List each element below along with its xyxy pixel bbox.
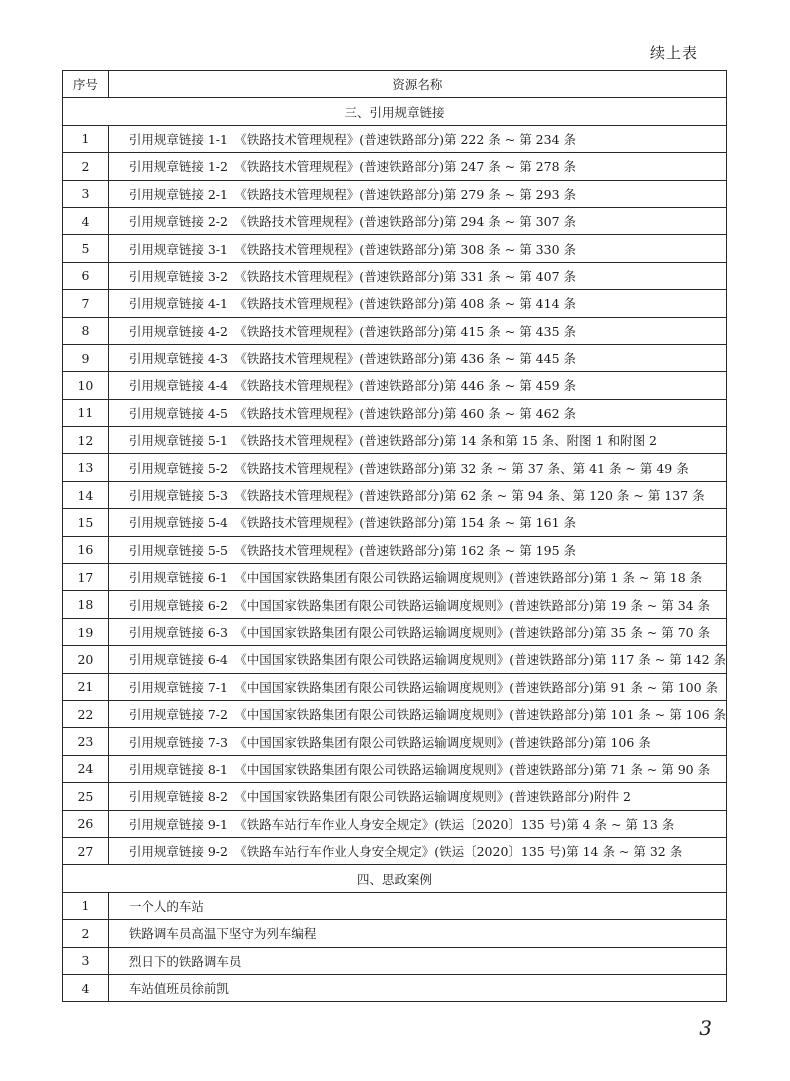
row-serial-number: 2 [63, 153, 109, 180]
table-row [63, 180, 727, 207]
row-resource-name: 引用规章链接 5-1 《铁路技术管理规程》(普速铁路部分)第 14 条和第 15 条、附图 1 和附图 2 [108, 427, 726, 454]
row-serial-number: 27 [63, 837, 109, 864]
section-row [63, 98, 727, 125]
resource-table [62, 70, 727, 1002]
row-resource-name: 引用规章链接 7-3 《中国国家铁路集团有限公司铁路运输调度规则》(普速铁路部分)第 106 条 [108, 728, 726, 755]
row-serial-number: 3 [63, 947, 109, 974]
table-row [63, 481, 727, 508]
table-row [63, 755, 727, 782]
row-resource-name: 引用规章链接 3-2 《铁路技术管理规程》(普速铁路部分)第 331 条 ~ 第 407 条 [108, 262, 726, 289]
section-title: 三、引用规章链接 [63, 98, 727, 125]
table-header-row [63, 71, 727, 98]
table-row [63, 700, 727, 727]
row-resource-name: 引用规章链接 1-2 《铁路技术管理规程》(普速铁路部分)第 247 条 ~ 第 278 条 [108, 153, 726, 180]
row-resource-name: 引用规章链接 4-2 《铁路技术管理规程》(普速铁路部分)第 415 条 ~ 第 435 条 [108, 317, 726, 344]
row-serial-number: 4 [63, 207, 109, 234]
row-serial-number: 2 [63, 920, 109, 947]
table-row [63, 372, 727, 399]
table-row [63, 783, 727, 810]
table-row [63, 837, 727, 864]
table-row [63, 810, 727, 837]
row-resource-name: 引用规章链接 5-3 《铁路技术管理规程》(普速铁路部分)第 62 条 ~ 第 94 条、第 120 条 ~ 第 137 条 [108, 481, 726, 508]
row-resource-name: 引用规章链接 6-2 《中国国家铁路集团有限公司铁路运输调度规则》(普速铁路部分)第 19 条 ~ 第 34 条 [108, 591, 726, 618]
table-row [63, 673, 727, 700]
row-serial-number: 7 [63, 290, 109, 317]
row-resource-name: 引用规章链接 4-4 《铁路技术管理规程》(普速铁路部分)第 446 条 ~ 第 459 条 [108, 372, 726, 399]
row-serial-number: 18 [63, 591, 109, 618]
table-row [63, 207, 727, 234]
row-resource-name: 引用规章链接 9-1 《铁路车站行车作业人身安全规定》(铁运〔2020〕135 号)第 4 条 ~ 第 13 条 [108, 810, 726, 837]
table-row [63, 618, 727, 645]
row-serial-number: 3 [63, 180, 109, 207]
row-serial-number: 22 [63, 700, 109, 727]
table-row [63, 646, 727, 673]
table-row [63, 399, 727, 426]
table-row [63, 235, 727, 262]
table-row [63, 974, 727, 1001]
row-resource-name: 一个人的车站 [108, 892, 726, 919]
row-serial-number: 5 [63, 235, 109, 262]
row-resource-name: 引用规章链接 6-3 《中国国家铁路集团有限公司铁路运输调度规则》(普速铁路部分)第 35 条 ~ 第 70 条 [108, 618, 726, 645]
table-row [63, 454, 727, 481]
row-resource-name: 引用规章链接 5-5 《铁路技术管理规程》(普速铁路部分)第 162 条 ~ 第 195 条 [108, 536, 726, 563]
row-resource-name: 引用规章链接 6-1 《中国国家铁路集团有限公司铁路运输调度规则》(普速铁路部分)第 1 条 ~ 第 18 条 [108, 564, 726, 591]
table-row [63, 509, 727, 536]
table-row [63, 728, 727, 755]
row-serial-number: 16 [63, 536, 109, 563]
row-resource-name: 引用规章链接 5-4 《铁路技术管理规程》(普速铁路部分)第 154 条 ~ 第 161 条 [108, 509, 726, 536]
header-serial-number: 序号 [63, 71, 109, 98]
row-resource-name: 引用规章链接 1-1 《铁路技术管理规程》(普速铁路部分)第 222 条 ~ 第 234 条 [108, 125, 726, 152]
row-serial-number: 24 [63, 755, 109, 782]
row-serial-number: 1 [63, 125, 109, 152]
row-serial-number: 26 [63, 810, 109, 837]
row-serial-number: 14 [63, 481, 109, 508]
row-serial-number: 4 [63, 974, 109, 1001]
row-resource-name: 引用规章链接 6-4 《中国国家铁路集团有限公司铁路运输调度规则》(普速铁路部分)第 117 条 ~ 第 142 条 [108, 646, 726, 673]
row-serial-number: 8 [63, 317, 109, 344]
row-resource-name: 车站值班员徐前凯 [108, 974, 726, 1001]
row-resource-name: 引用规章链接 4-1 《铁路技术管理规程》(普速铁路部分)第 408 条 ~ 第 414 条 [108, 290, 726, 317]
row-serial-number: 1 [63, 892, 109, 919]
section-row [63, 865, 727, 892]
row-serial-number: 10 [63, 372, 109, 399]
row-resource-name: 引用规章链接 8-1 《中国国家铁路集团有限公司铁路运输调度规则》(普速铁路部分)第 71 条 ~ 第 90 条 [108, 755, 726, 782]
row-resource-name: 引用规章链接 5-2 《铁路技术管理规程》(普速铁路部分)第 32 条 ~ 第 37 条、第 41 条 ~ 第 49 条 [108, 454, 726, 481]
row-serial-number: 23 [63, 728, 109, 755]
row-serial-number: 25 [63, 783, 109, 810]
table-row [63, 564, 727, 591]
row-serial-number: 11 [63, 399, 109, 426]
row-resource-name: 引用规章链接 9-2 《铁路车站行车作业人身安全规定》(铁运〔2020〕135 号)第 14 条 ~ 第 32 条 [108, 837, 726, 864]
row-serial-number: 21 [63, 673, 109, 700]
row-resource-name: 铁路调车员高温下坚守为列车编程 [108, 920, 726, 947]
row-resource-name: 引用规章链接 2-1 《铁路技术管理规程》(普速铁路部分)第 279 条 ~ 第 293 条 [108, 180, 726, 207]
row-resource-name: 引用规章链接 7-2 《中国国家铁路集团有限公司铁路运输调度规则》(普速铁路部分)第 101 条 ~ 第 106 条 [108, 700, 726, 727]
row-serial-number: 13 [63, 454, 109, 481]
table-row [63, 125, 727, 152]
row-resource-name: 引用规章链接 7-1 《中国国家铁路集团有限公司铁路运输调度规则》(普速铁路部分)第 91 条 ~ 第 100 条 [108, 673, 726, 700]
row-resource-name: 引用规章链接 8-2 《中国国家铁路集团有限公司铁路运输调度规则》(普速铁路部分)附件 2 [108, 783, 726, 810]
header-resource-name: 资源名称 [108, 71, 726, 98]
section-title: 四、思政案例 [63, 865, 727, 892]
table-row [63, 262, 727, 289]
table-row [63, 317, 727, 344]
table-row [63, 892, 727, 919]
row-resource-name: 引用规章链接 2-2 《铁路技术管理规程》(普速铁路部分)第 294 条 ~ 第 307 条 [108, 207, 726, 234]
row-resource-name: 引用规章链接 4-3 《铁路技术管理规程》(普速铁路部分)第 436 条 ~ 第 445 条 [108, 344, 726, 371]
row-resource-name: 烈日下的铁路调车员 [108, 947, 726, 974]
table-row [63, 591, 727, 618]
continuation-label: 续上表 [649, 44, 698, 62]
table-row [63, 947, 727, 974]
table-row [63, 427, 727, 454]
table-body [63, 98, 727, 1002]
row-resource-name: 引用规章链接 3-1 《铁路技术管理规程》(普速铁路部分)第 308 条 ~ 第 330 条 [108, 235, 726, 262]
table-row [63, 290, 727, 317]
table-row [63, 344, 727, 371]
row-serial-number: 9 [63, 344, 109, 371]
table-row [63, 536, 727, 563]
row-serial-number: 6 [63, 262, 109, 289]
row-serial-number: 15 [63, 509, 109, 536]
page-number: 3 [699, 1016, 712, 1040]
row-serial-number: 12 [63, 427, 109, 454]
row-resource-name: 引用规章链接 4-5 《铁路技术管理规程》(普速铁路部分)第 460 条 ~ 第 462 条 [108, 399, 726, 426]
row-serial-number: 19 [63, 618, 109, 645]
table-row [63, 920, 727, 947]
row-serial-number: 17 [63, 564, 109, 591]
row-serial-number: 20 [63, 646, 109, 673]
table-row [63, 153, 727, 180]
